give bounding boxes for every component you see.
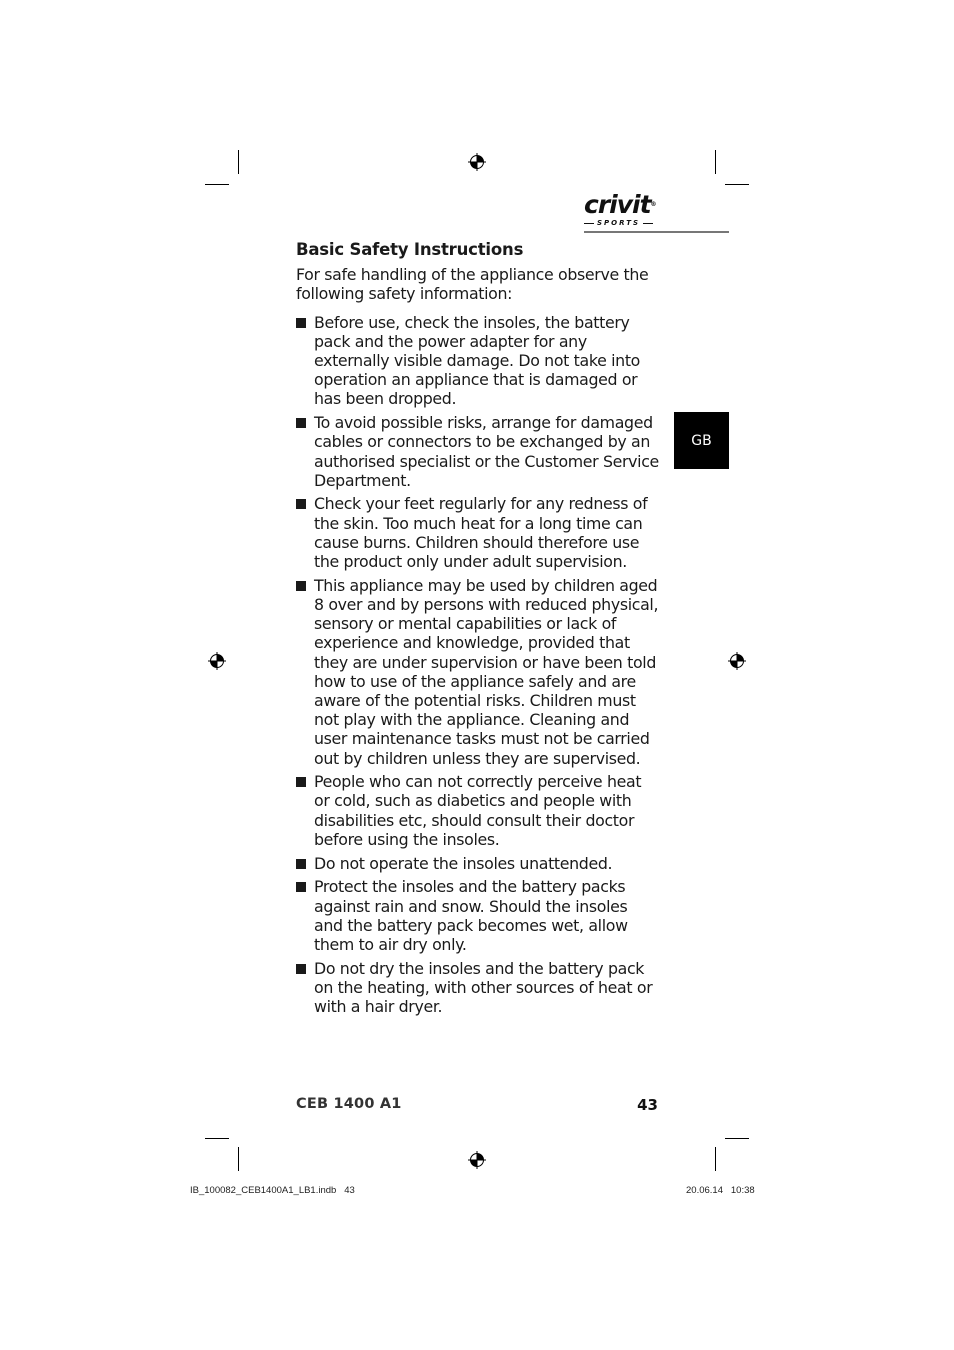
list-item-text: Do not operate the insoles unattended. — [314, 853, 613, 873]
footer-model-number: CEB 1400 A1 — [296, 1096, 402, 1112]
brand-logo — [584, 192, 660, 227]
registration-target-icon — [468, 153, 486, 171]
print-slug-date: 20.06.14 10:38 — [686, 1185, 755, 1196]
list-item-text: Check your feet regularly for any redness of the skin. Too much heat for a long time can cause burns. Children should therefore use the product only under adult supervision. — [314, 494, 648, 572]
list-item-text: Protect the insoles and the battery packs against rain and snow. Should the insoles and the battery pack becomes wet, allow them to air dry only. — [314, 877, 628, 954]
intro-paragraph: For safe handling of the appliance observe the following safety information: — [296, 265, 649, 304]
bullet-square-icon — [296, 777, 306, 787]
list-item — [296, 877, 660, 954]
crop-mark-bottom-left-h — [205, 1138, 229, 1139]
footer-page-number: 43 — [637, 1096, 658, 1114]
crop-mark-bottom-right-h — [725, 1138, 749, 1139]
logo-wordmark: crivit® — [584, 190, 656, 219]
print-slug-file: IB_100082_CEB1400A1_LB1.indb 43 — [190, 1185, 355, 1196]
crop-mark-bottom-right-v — [715, 1147, 716, 1171]
list-item — [296, 576, 660, 768]
registration-target-icon — [468, 1151, 486, 1169]
crop-mark-bottom-left-v — [238, 1147, 239, 1171]
bullet-square-icon — [296, 859, 306, 869]
crop-mark-top-left-v — [238, 150, 239, 174]
list-item-text: People who can not correctly perceive heat or cold, such as diabetics and people with disabilities etc, should consult their doctor before using the insoles. — [314, 772, 642, 849]
crop-mark-top-right-h — [725, 184, 749, 185]
bullet-square-icon — [296, 581, 306, 591]
list-item — [296, 772, 660, 849]
logo-sports-text: SPORTS — [597, 219, 641, 227]
logo-subline — [584, 219, 660, 227]
bullet-square-icon — [296, 499, 306, 509]
registration-target-icon — [728, 652, 746, 670]
list-item — [296, 313, 660, 409]
list-item — [296, 413, 660, 490]
language-tab: GB — [674, 412, 729, 469]
bullet-square-icon — [296, 418, 306, 428]
list-item — [296, 854, 660, 873]
bullet-square-icon — [296, 318, 306, 328]
crop-mark-top-left-h — [205, 184, 229, 185]
list-item — [296, 959, 660, 1017]
list-item-text: To avoid possible risks, arrange for damaged cables or connectors to be exchanged by an authorised specialist or the Customer Service Department. — [314, 413, 659, 490]
header-rule — [584, 231, 729, 233]
list-item-text: Do not dry the insoles and the battery pack on the heating, with other sources of heat or with a hair dryer. — [314, 958, 653, 1017]
section-title: Basic Safety Instructions — [296, 240, 524, 259]
safety-list — [296, 313, 660, 1017]
bullet-square-icon — [296, 964, 306, 974]
main-content — [296, 238, 660, 1021]
crop-mark-top-right-v — [715, 150, 716, 174]
list-item — [296, 494, 660, 571]
list-item-text: Before use, check the insoles, the battery pack and the power adapter for any externally visible damage. Do not take into operation an appliance that is damaged or has been dropped. — [314, 312, 640, 409]
list-item-text: This appliance may be used by children aged 8 over and by persons with reduced physical, sensory or mental capabilities or lack of experience and knowledge, provided that they are under supervision or have been told how to use of the appliance safely and are aware of the potential risks. Children must not play with the appliance. Cleaning and user maintenance tasks must not be carried out by children unless they are supervised. — [314, 575, 659, 768]
bullet-square-icon — [296, 882, 306, 892]
registration-target-icon — [208, 652, 226, 670]
